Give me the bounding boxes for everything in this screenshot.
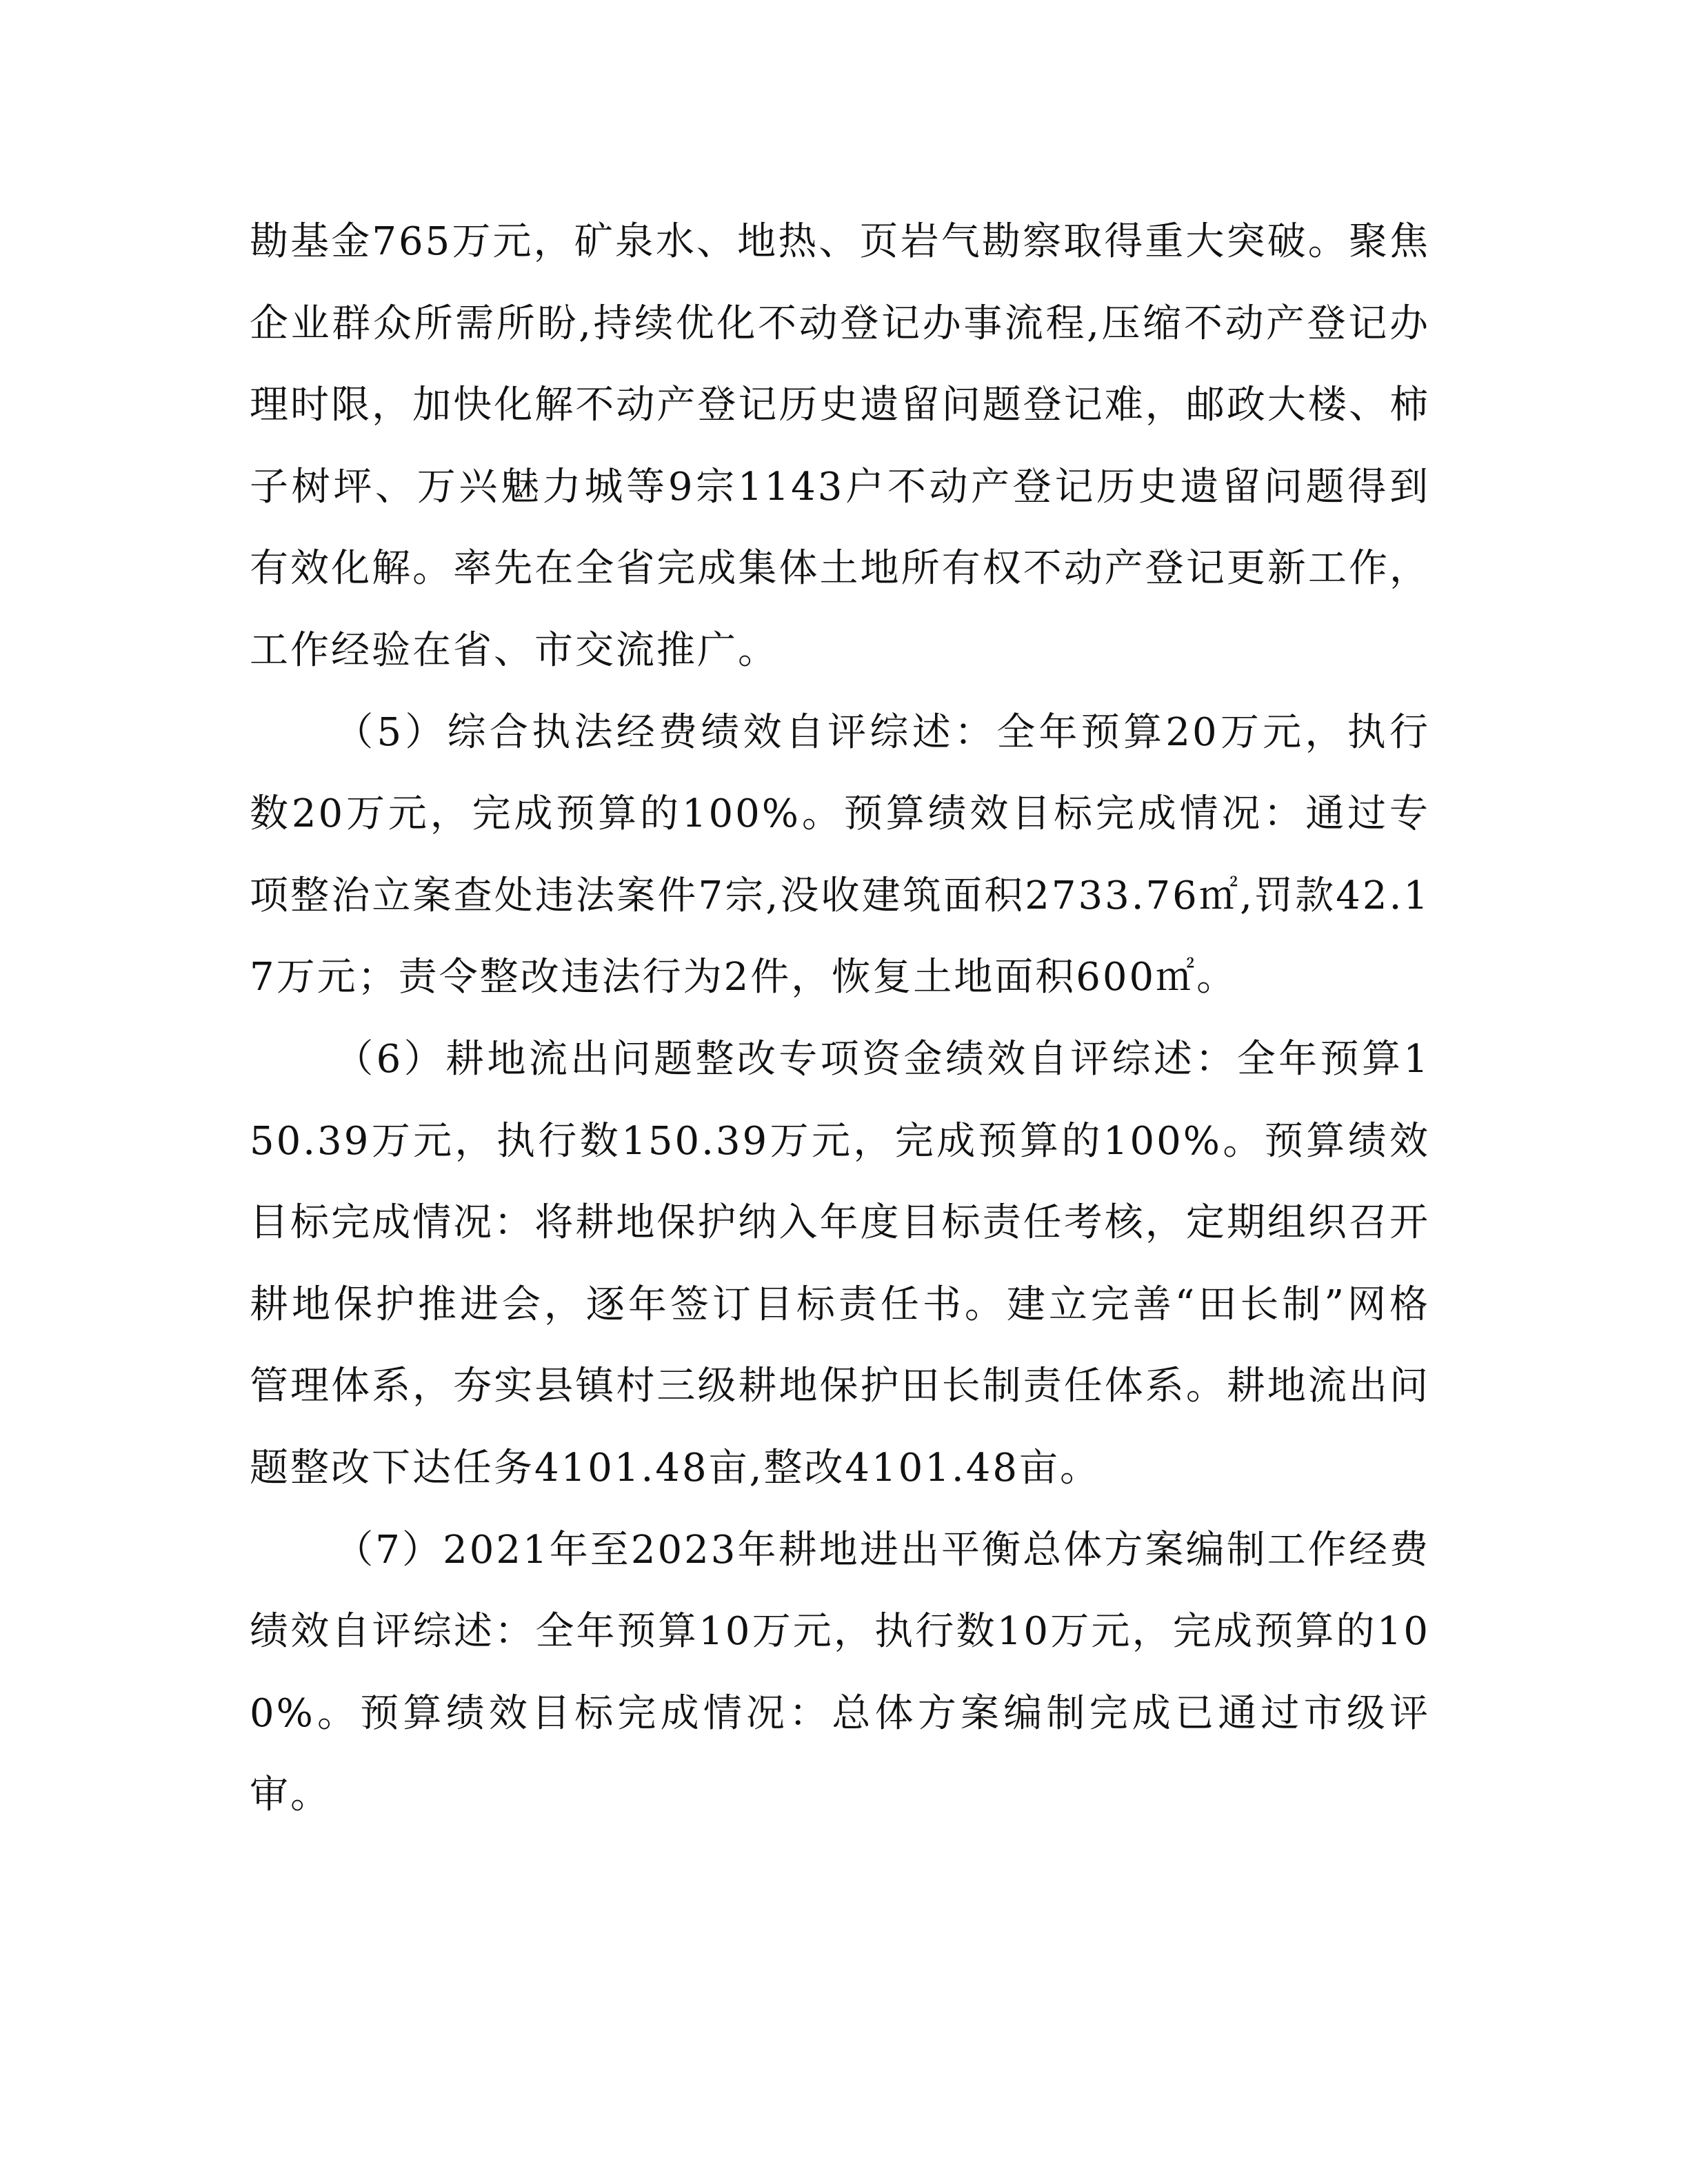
paragraph-item-6: （6）耕地流出问题整改专项资金绩效自评综述：全年预算150.39万元，执行数150.39万元，完成预算的100%。预算绩效目标完成情况：将耕地保护纳入年度目标责任考核，定期组织召开耕地保护推进会，逐年签订目标责任书。建立完善“田长制”网格管理体系，夯实县镇村三级耕地保护田长制责任体系。耕地流出问题整改下达任务4101.48亩,整改4101.48亩。	[250, 1036, 1430, 1490]
paragraph-item-5: （5）综合执法经费绩效自评综述：全年预算20万元，执行数20万元，完成预算的100%。预算绩效目标完成情况：通过专项整治立案查处违法案件7宗,没收建筑面积2733.76㎡,罚款42.17万元；责令整改违法行为2件，恢复土地面积600㎡。	[250, 709, 1430, 1000]
paragraph-item-7: （7）2021年至2023年耕地进出平衡总体方案编制工作经费绩效自评综述：全年预算10万元，执行数10万元，完成预算的100%。预算绩效目标完成情况：总体方案编制完成已通过市级评审。	[250, 1527, 1430, 1818]
document-body	[250, 201, 1430, 1837]
paragraph-continuation: 勘基金765万元，矿泉水、地热、页岩气勘察取得重大突破。聚焦企业群众所需所盼,持续优化不动登记办事流程,压缩不动产登记办理时限，加快化解不动产登记历史遗留问题登记难，邮政大楼、柿子树坪、万兴魅力城等9宗1143户不动产登记历史遗留问题得到有效化解。率先在全省完成集体土地所有权不动产登记更新工作，工作经验在省、市交流推广。	[250, 219, 1430, 673]
